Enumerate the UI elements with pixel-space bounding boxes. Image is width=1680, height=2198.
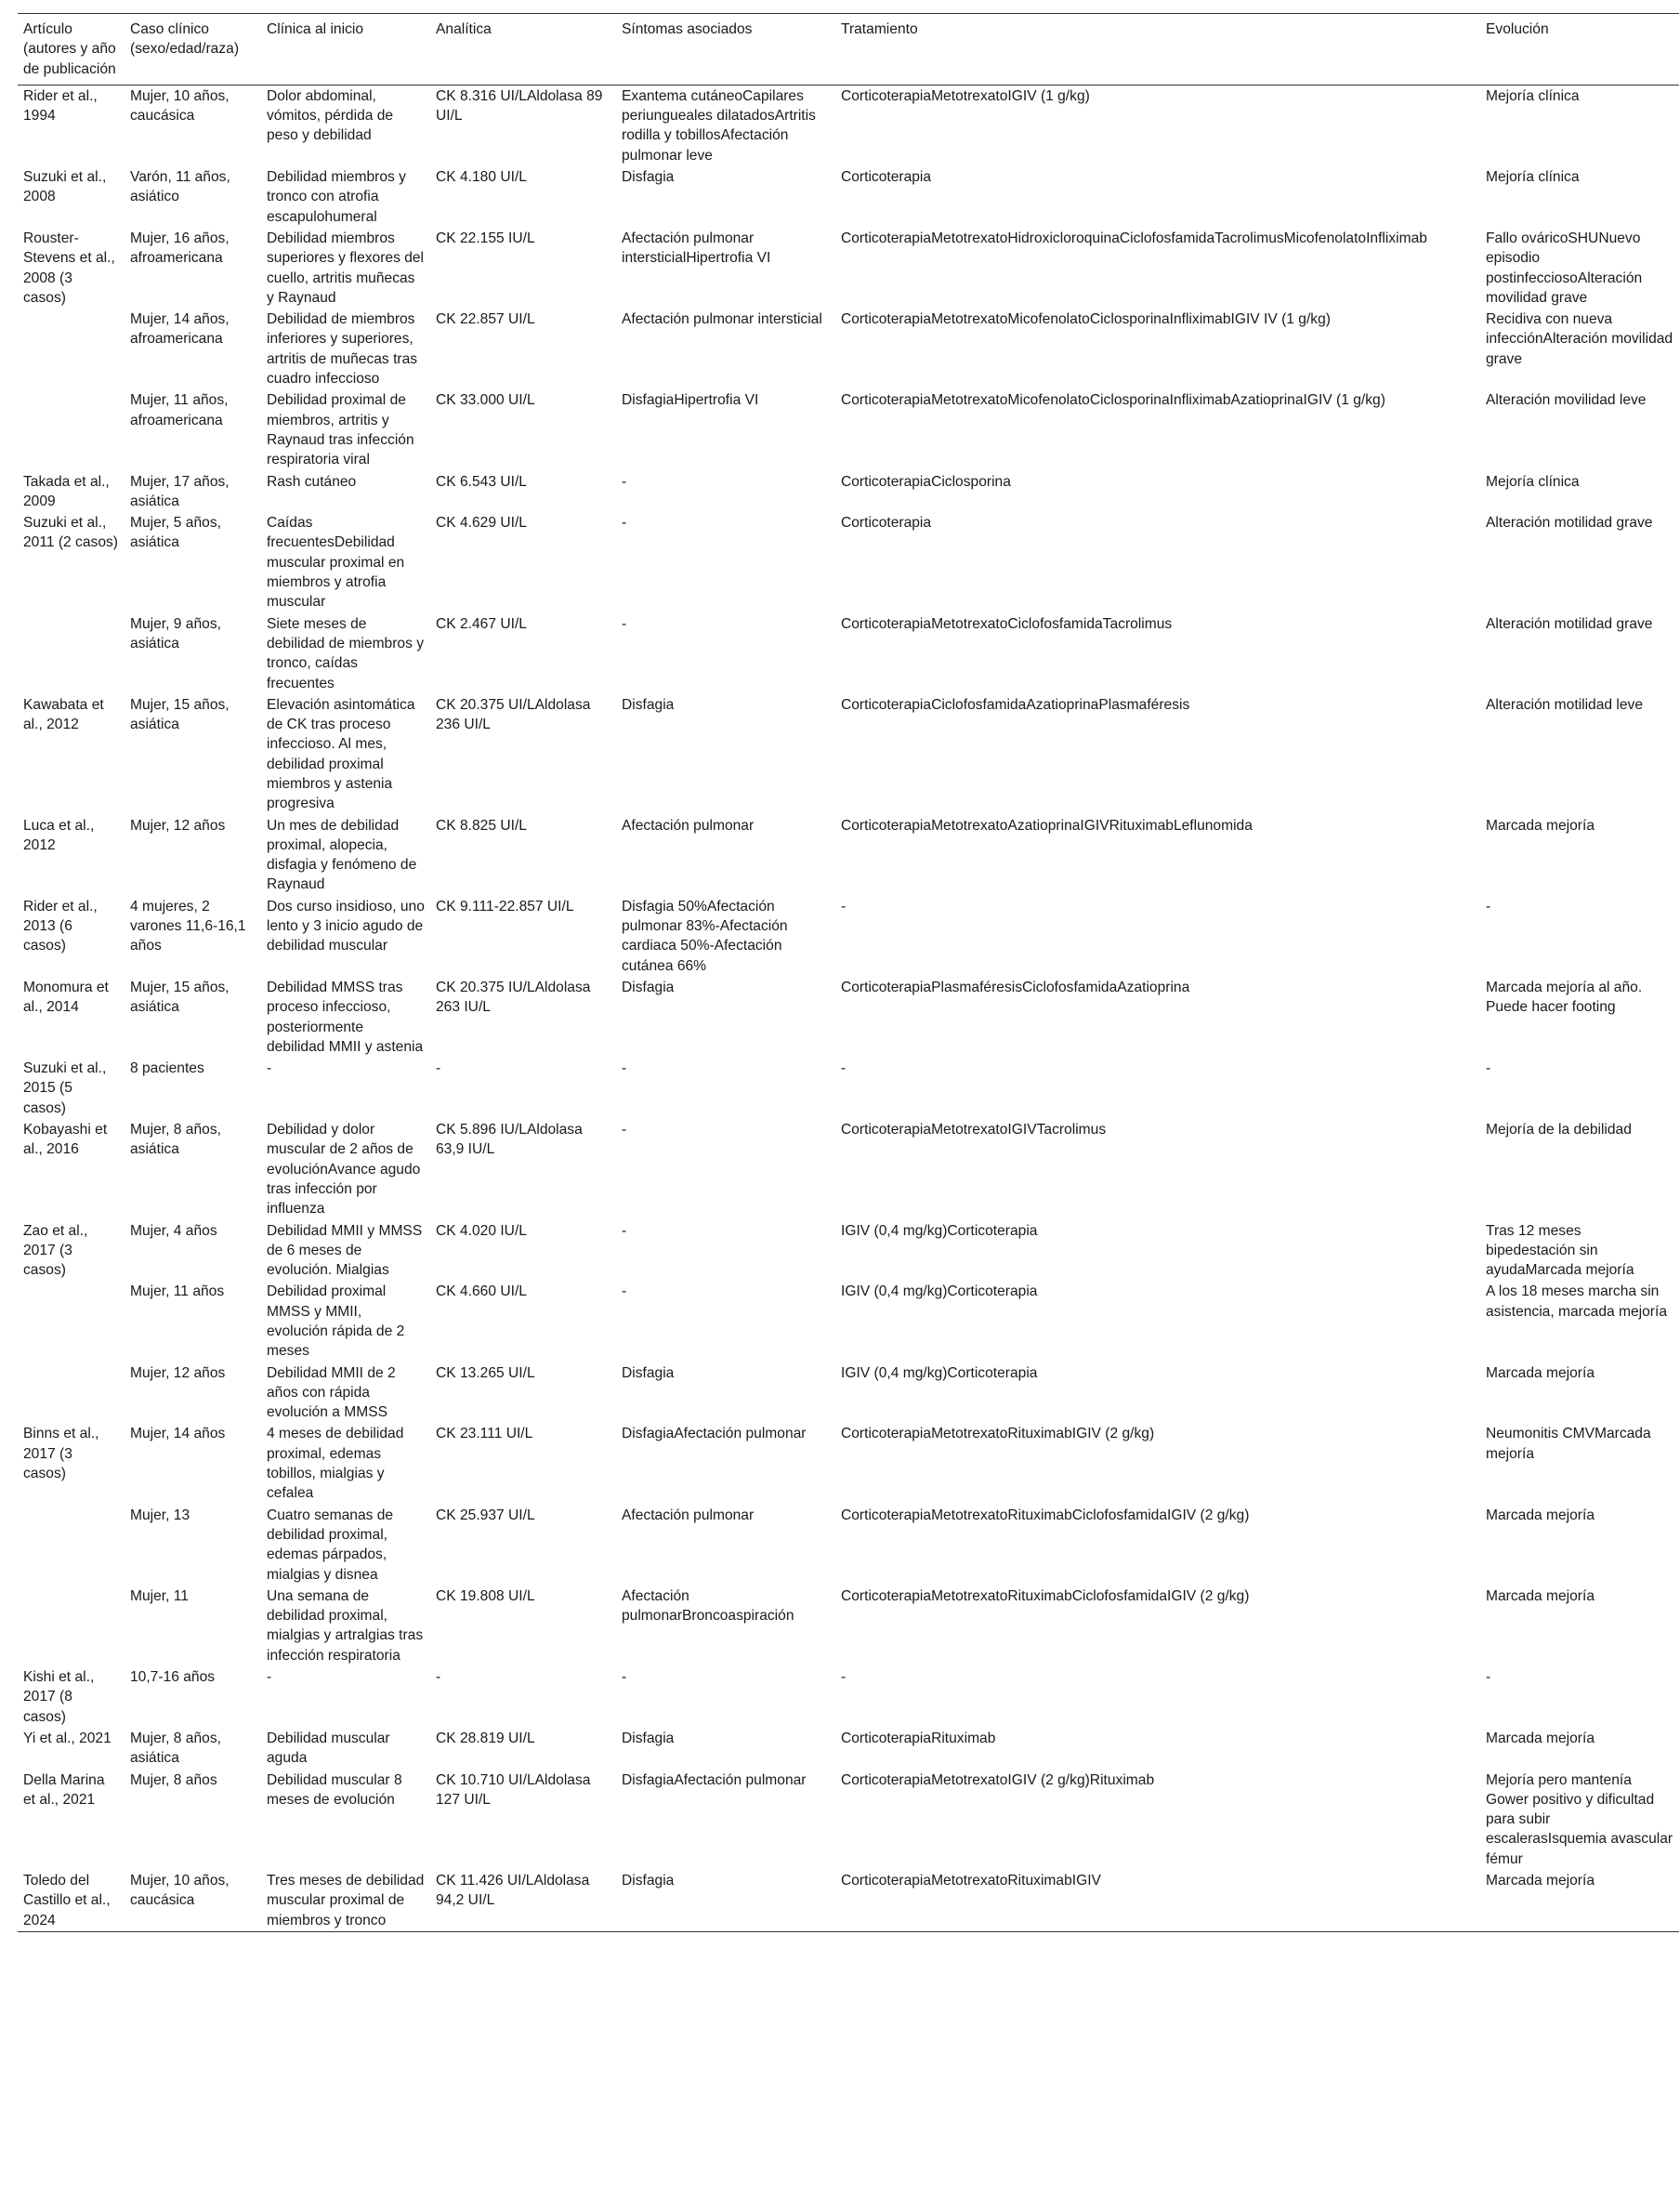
table-row: [18, 471, 1679, 513]
table-cell: CK 25.937 UI/L: [436, 1507, 535, 1523]
table-cell: CK 4.629 UI/L: [436, 515, 527, 532]
table-cell: Una semana de debilidad proximal, mialgias y artralgias tras infección respiratoria: [267, 1587, 424, 1664]
table-cell: CK 4.660 UI/L: [436, 1283, 527, 1300]
table-cell: Marcada mejoría al año. Puede hacer footing: [1486, 979, 1643, 1016]
table-cell: -: [1486, 1669, 1491, 1686]
table-cell: Takada et al., 2009: [23, 473, 110, 509]
table-cell: Cuatro semanas de debilidad proximal, edemas párpados, mialgias y disnea: [267, 1507, 394, 1583]
table-cell: Disfagia: [622, 979, 675, 995]
column-header: Clínica al inicio: [261, 14, 430, 86]
table-cell: CorticoterapiaPlasmaféresisCiclofosfamidaAzatioprina: [841, 979, 1190, 995]
table-row: [18, 1505, 1679, 1586]
table-cell: Varón, 11 años, asiático: [130, 169, 230, 205]
table-cell: Monomura et al., 2014: [23, 979, 109, 1016]
table-cell: Caídas frecuentesDebilidad muscular proximal en miembros y atrofia muscular: [267, 515, 405, 611]
table-cell: CK 20.375 IU/LAldolasa 263 IU/L: [436, 979, 591, 1016]
table-row: [18, 613, 1679, 694]
table-cell: CK 5.896 IU/LAldolasa 63,9 IU/L: [436, 1122, 583, 1158]
table-cell: CK 33.000 UI/L: [436, 392, 535, 409]
table-cell: Debilidad miembros superiores y flexores del cuello, artritis muñecas y Raynaud: [267, 230, 425, 306]
table-cell: Yi et al., 2021: [23, 1730, 112, 1746]
table-cell: Alteración movilidad leve: [1486, 392, 1647, 409]
table-cell: CorticoterapiaMetotrexatoRituximabIGIV: [835, 1870, 1480, 1931]
table-cell: Zao et al., 2017 (3 casos): [23, 1222, 88, 1279]
table-cell: Disfagia: [622, 696, 675, 713]
table-cell: Debilidad MMSS tras proceso infeccioso, posteriormente debilidad MMII y astenia: [267, 979, 424, 1055]
table-cell: -: [622, 473, 627, 490]
table-cell: Mejoría clínica: [1486, 473, 1580, 490]
table-cell: IGIV (0,4 mg/kg)Corticoterapia: [841, 1364, 1038, 1381]
table-cell: Mujer, 4 años: [130, 1222, 217, 1239]
table-cell: CorticoterapiaMetotrexatoMicofenolatoCiclosporinaInfliximabIGIV IV (1 g/kg): [841, 311, 1331, 328]
table-cell: Afectación pulmonar: [622, 817, 755, 834]
table-row: [18, 1666, 1679, 1728]
table-cell: Dos curso insidioso, uno lento y 3 inicio agudo de debilidad muscular: [267, 898, 425, 954]
table-body: [18, 85, 1679, 1931]
table-cell: Debilidad MMII y MMSS de 6 meses de evolución. Mialgias: [267, 1222, 423, 1279]
table-cell: -: [267, 1669, 272, 1686]
table-cell: Mujer, 10 años, caucásica: [125, 1870, 261, 1931]
table-cell: -: [622, 1283, 627, 1300]
table-cell: Mujer, 13: [130, 1507, 190, 1523]
table-cell: Afectación pulmonar intersticialHipertrofia VI: [622, 230, 771, 267]
table-cell: Marcada mejoría: [1486, 1587, 1595, 1604]
table-cell: A los 18 meses marcha sin asistencia, marcada mejoría: [1486, 1283, 1668, 1320]
table-cell: CK 2.467 UI/L: [436, 615, 527, 632]
table-cell: CK 19.808 UI/L: [436, 1587, 535, 1604]
table-cell: Disfagia: [622, 169, 675, 186]
table-cell: Disfagia: [622, 1730, 675, 1746]
table-cell: CK 22.857 UI/L: [436, 311, 535, 328]
table-row: [18, 1220, 1679, 1282]
table-cell: -: [436, 1060, 441, 1077]
table-cell: Mujer, 8 años, asiática: [130, 1730, 221, 1767]
table-cell: Un mes de debilidad proximal, alopecia, disfagia y fenómeno de Raynaud: [267, 817, 417, 893]
table-cell: -: [622, 515, 627, 532]
table-cell: -: [841, 1669, 847, 1686]
table-cell: CorticoterapiaMetotrexatoRituximabCiclofosfamidaIGIV (2 g/kg): [841, 1587, 1250, 1604]
table-cell: 4 mujeres, 2 varones 11,6-16,1 años: [130, 898, 246, 954]
table-cell: Debilidad de miembros inferiores y superiores, artritis de muñecas tras cuadro infeccioso: [267, 311, 418, 388]
header-row: [18, 14, 1679, 86]
table-cell: Alteración motilidad leve: [1486, 696, 1644, 713]
column-header: Analítica: [430, 14, 616, 86]
table-cell: Dolor abdominal, vómitos, pérdida de peso y debilidad: [267, 87, 394, 144]
table-cell: CorticoterapiaCiclosporina: [841, 473, 1011, 490]
table-cell: Marcada mejoría: [1486, 817, 1595, 834]
table-cell: Alteración motilidad grave: [1486, 615, 1653, 632]
table-cell: Disfagia: [616, 1870, 835, 1931]
table-cell: [18, 1505, 125, 1586]
table-cell: Luca et al., 2012: [23, 817, 95, 853]
table-cell: CK 6.543 UI/L: [436, 473, 527, 490]
table-row: [18, 166, 1679, 228]
table-row: [18, 309, 1679, 389]
table-cell: Tras 12 meses bipedestación sin ayudaMarcada mejoría: [1486, 1222, 1634, 1279]
table-cell: CK 20.375 UI/LAldolasa 236 UI/L: [436, 696, 591, 733]
table-cell: Debilidad muscular 8 meses de evolución: [267, 1771, 402, 1808]
table-row: [18, 896, 1679, 977]
table-row: [18, 512, 1679, 612]
table-row: [18, 1423, 1679, 1504]
table-row: [18, 1058, 1679, 1119]
table-cell: Suzuki et al., 2015 (5 casos): [23, 1060, 107, 1116]
table-cell: Mujer, 12 años: [130, 1364, 226, 1381]
table-cell: -: [841, 898, 847, 915]
table-cell: [18, 1586, 125, 1666]
table-row: [18, 1119, 1679, 1219]
table-cell: CK 8.825 UI/L: [436, 817, 527, 834]
table-cell: Mujer, 8 años: [130, 1771, 217, 1788]
table-cell: Exantema cutáneoCapilares periungueales dilatadosArtritis rodilla y tobillosAfectación pulmonar leve: [622, 87, 816, 164]
table-cell: IGIV (0,4 mg/kg)Corticoterapia: [841, 1222, 1038, 1239]
table-cell: -: [1486, 898, 1491, 915]
table-cell: CorticoterapiaMetotrexatoCiclofosfamidaTacrolimus: [841, 615, 1173, 632]
table-cell: Mujer, 12 años: [130, 817, 226, 834]
table-cell: Corticoterapia: [841, 169, 932, 186]
column-header: Síntomas asociados: [616, 14, 835, 86]
table-cell: Tres meses de debilidad muscular proximal de miembros y tronco: [261, 1870, 430, 1931]
column-header: Evolución: [1480, 14, 1679, 86]
table-cell: -: [622, 1122, 627, 1138]
table-cell: Mejoría de la debilidad: [1486, 1122, 1632, 1138]
table-cell: IGIV (0,4 mg/kg)Corticoterapia: [841, 1283, 1038, 1300]
table-cell: [18, 309, 125, 389]
table-cell: CorticoterapiaMetotrexatoIGIV (1 g/kg): [841, 87, 1090, 104]
table-cell: Toledo del Castillo et al., 2024: [18, 1870, 125, 1931]
table-cell: Kishi et al., 2017 (8 casos): [23, 1669, 95, 1725]
table-cell: Elevación asintomática de CK tras proceso infeccioso. Al mes, debilidad proximal miembros y astenia progresiva: [267, 696, 415, 812]
table-cell: CK 4.020 IU/L: [436, 1222, 527, 1239]
table-cell: Binns et al., 2017 (3 casos): [23, 1426, 99, 1482]
table-header: [18, 14, 1679, 86]
table-cell: Alteración motilidad grave: [1486, 515, 1653, 532]
table-cell: Debilidad proximal MMSS y MMII, evolución rápida de 2 meses: [267, 1283, 405, 1360]
table-cell: -: [436, 1669, 441, 1686]
table-row: [18, 1870, 1679, 1931]
table-cell: Mejoría clínica: [1486, 169, 1580, 186]
table-cell: Kawabata et al., 2012: [23, 696, 104, 733]
table-cell: CorticoterapiaCiclofosfamidaAzatioprinaPlasmaféresis: [841, 696, 1190, 713]
table-cell: Mujer, 16 años, afroamericana: [130, 230, 230, 267]
table-row: [18, 977, 1679, 1058]
column-header: Tratamiento: [835, 14, 1480, 86]
table-cell: 4 meses de debilidad proximal, edemas tobillos, mialgias y cefalea: [267, 1426, 404, 1502]
table-cell: CK 11.426 UI/LAldolasa 94,2 UI/L: [430, 1870, 616, 1931]
table-row: [18, 389, 1679, 470]
table-cell: [18, 613, 125, 694]
table-cell: CorticoterapiaMetotrexatoIGIV (2 g/kg)Rituximab: [841, 1771, 1155, 1788]
table-row: [18, 694, 1679, 815]
table-cell: Mujer, 9 años, asiática: [130, 615, 221, 652]
table-cell: CorticoterapiaMetotrexatoAzatioprinaIGIVRituximabLeflunomida: [841, 817, 1253, 834]
table-cell: 10,7-16 años: [130, 1669, 216, 1686]
table-cell: Rash cutáneo: [267, 473, 357, 490]
table-cell: Afectación pulmonarBroncoaspiración: [622, 1587, 794, 1625]
table-row: [18, 1281, 1679, 1362]
table-cell: CorticoterapiaMetotrexatoHidroxicloroquinaCiclofosfamidaTacrolimusMicofenolatoInfliximab: [841, 230, 1427, 246]
table-cell: [18, 1281, 125, 1362]
table-row: [18, 1770, 1679, 1870]
column-header: Caso clínico (sexo/edad/raza): [125, 14, 261, 86]
table-cell: Marcada mejoría: [1486, 1730, 1595, 1746]
table-cell: CK 22.155 IU/L: [436, 230, 535, 246]
case-table: [18, 13, 1679, 1932]
table-cell: Debilidad miembros y tronco con atrofia escapulohumeral: [267, 169, 406, 225]
table-cell: -: [622, 1222, 627, 1239]
table-cell: Disfagia 50%Afectación pulmonar 83%-Afectación cardiaca 50%-Afectación cutánea 66%: [622, 898, 788, 974]
table-cell: Marcada mejoría: [1486, 1364, 1595, 1381]
table-cell: Siete meses de debilidad de miembros y tronco, caídas frecuentes: [267, 615, 425, 691]
table-cell: Mujer, 11: [130, 1587, 189, 1604]
table-cell: Disfagia: [622, 1364, 675, 1381]
table-cell: Kobayashi et al., 2016: [23, 1122, 108, 1158]
table-cell: -: [622, 1060, 627, 1077]
table-cell: Mejoría clínica: [1486, 87, 1580, 104]
table-cell: Neumonitis CMVMarcada mejoría: [1486, 1426, 1651, 1462]
table-cell: [18, 1362, 125, 1424]
table-cell: CorticoterapiaRituximab: [841, 1730, 996, 1746]
table-cell: CorticoterapiaMetotrexatoIGIVTacrolimus: [841, 1122, 1107, 1138]
table-cell: CorticoterapiaMetotrexatoMicofenolatoCiclosporinaInfliximabAzatioprinaIGIV (1 g/kg): [841, 392, 1385, 409]
table-cell: -: [1486, 1060, 1491, 1077]
table-cell: CK 4.180 UI/L: [436, 169, 527, 186]
table-cell: Mujer, 10 años, caucásica: [130, 87, 230, 125]
table-row: [18, 1728, 1679, 1770]
table-cell: DisfagiaHipertrofia VI: [622, 392, 759, 409]
table-row: [18, 1586, 1679, 1666]
table-cell: Debilidad proximal de miembros, artritis y Raynaud tras infección respiratoria viral: [267, 392, 414, 468]
table-cell: CK 13.265 UI/L: [436, 1364, 535, 1381]
table-cell: Marcada mejoría: [1480, 1870, 1679, 1931]
table-cell: DisfagiaAfectación pulmonar: [622, 1771, 807, 1788]
table-cell: DisfagiaAfectación pulmonar: [622, 1426, 807, 1442]
table-cell: Mujer, 5 años, asiática: [130, 515, 221, 551]
table-cell: -: [622, 1669, 627, 1686]
table-cell: CorticoterapiaMetotrexatoRituximabCiclofosfamidaIGIV (2 g/kg): [841, 1507, 1250, 1523]
table-row: [18, 1362, 1679, 1424]
table-cell: [18, 389, 125, 470]
table-cell: Mujer, 14 años: [130, 1426, 226, 1442]
table-cell: Mujer, 17 años, asiática: [130, 473, 230, 509]
table-cell: CK 28.819 UI/L: [436, 1730, 535, 1746]
table-cell: Afectación pulmonar: [622, 1507, 755, 1523]
table-row: [18, 85, 1679, 166]
table-cell: CorticoterapiaMetotrexatoRituximabIGIV (2 g/kg): [841, 1426, 1155, 1442]
table-cell: Rouster-Stevens et al., 2008 (3 casos): [23, 230, 115, 306]
table-cell: Rider et al., 2013 (6 casos): [23, 898, 98, 954]
table-cell: Della Marina et al., 2021: [23, 1771, 105, 1808]
table-cell: CK 10.710 UI/LAldolasa 127 UI/L: [436, 1771, 591, 1808]
table-cell: -: [622, 615, 627, 632]
table-cell: Mujer, 15 años, asiática: [130, 979, 230, 1016]
table-cell: Mujer, 15 años, asiática: [130, 696, 230, 733]
table-cell: Debilidad y dolor muscular de 2 años de evoluciónAvance agudo tras infección por influenza: [267, 1122, 421, 1217]
table-cell: Mejoría pero mantenía Gower positivo y dificultad para subir escalerasIsquemia avascular fémur: [1486, 1771, 1673, 1867]
table-cell: CK 8.316 UI/LAldolasa 89 UI/L: [436, 87, 603, 125]
column-header: Artículo (autores y año de publicación: [18, 14, 125, 86]
table-cell: 8 pacientes: [130, 1060, 204, 1077]
table-cell: CK 9.111-22.857 UI/L: [436, 898, 574, 915]
table-cell: Marcada mejoría: [1486, 1507, 1595, 1523]
table-cell: Debilidad MMII de 2 años con rápida evolución a MMSS: [267, 1364, 396, 1421]
table-cell: Suzuki et al., 2008: [23, 169, 107, 205]
table-cell: Mujer, 8 años, asiática: [130, 1122, 221, 1158]
table-cell: Suzuki et al., 2011 (2 casos): [23, 515, 118, 551]
table-row: [18, 228, 1679, 309]
table-cell: Recidiva con nueva infecciónAlteración movilidad grave: [1486, 311, 1673, 367]
table-cell: -: [267, 1060, 272, 1077]
table-cell: -: [841, 1060, 847, 1077]
table-cell: Mujer, 11 años, afroamericana: [130, 392, 229, 428]
table-cell: Afectación pulmonar intersticial: [622, 311, 822, 328]
table-row: [18, 815, 1679, 896]
table-cell: Debilidad muscular aguda: [267, 1730, 390, 1767]
table-cell: Corticoterapia: [841, 515, 932, 532]
table-cell: Fallo ováricoSHUNuevo episodio postinfecciosoAlteración movilidad grave: [1486, 230, 1643, 306]
table-cell: Mujer, 14 años, afroamericana: [130, 311, 230, 348]
table-cell: Rider et al., 1994: [23, 87, 98, 125]
table-cell: CK 23.111 UI/L: [436, 1426, 533, 1442]
table-cell: Mujer, 11 años: [130, 1283, 225, 1300]
